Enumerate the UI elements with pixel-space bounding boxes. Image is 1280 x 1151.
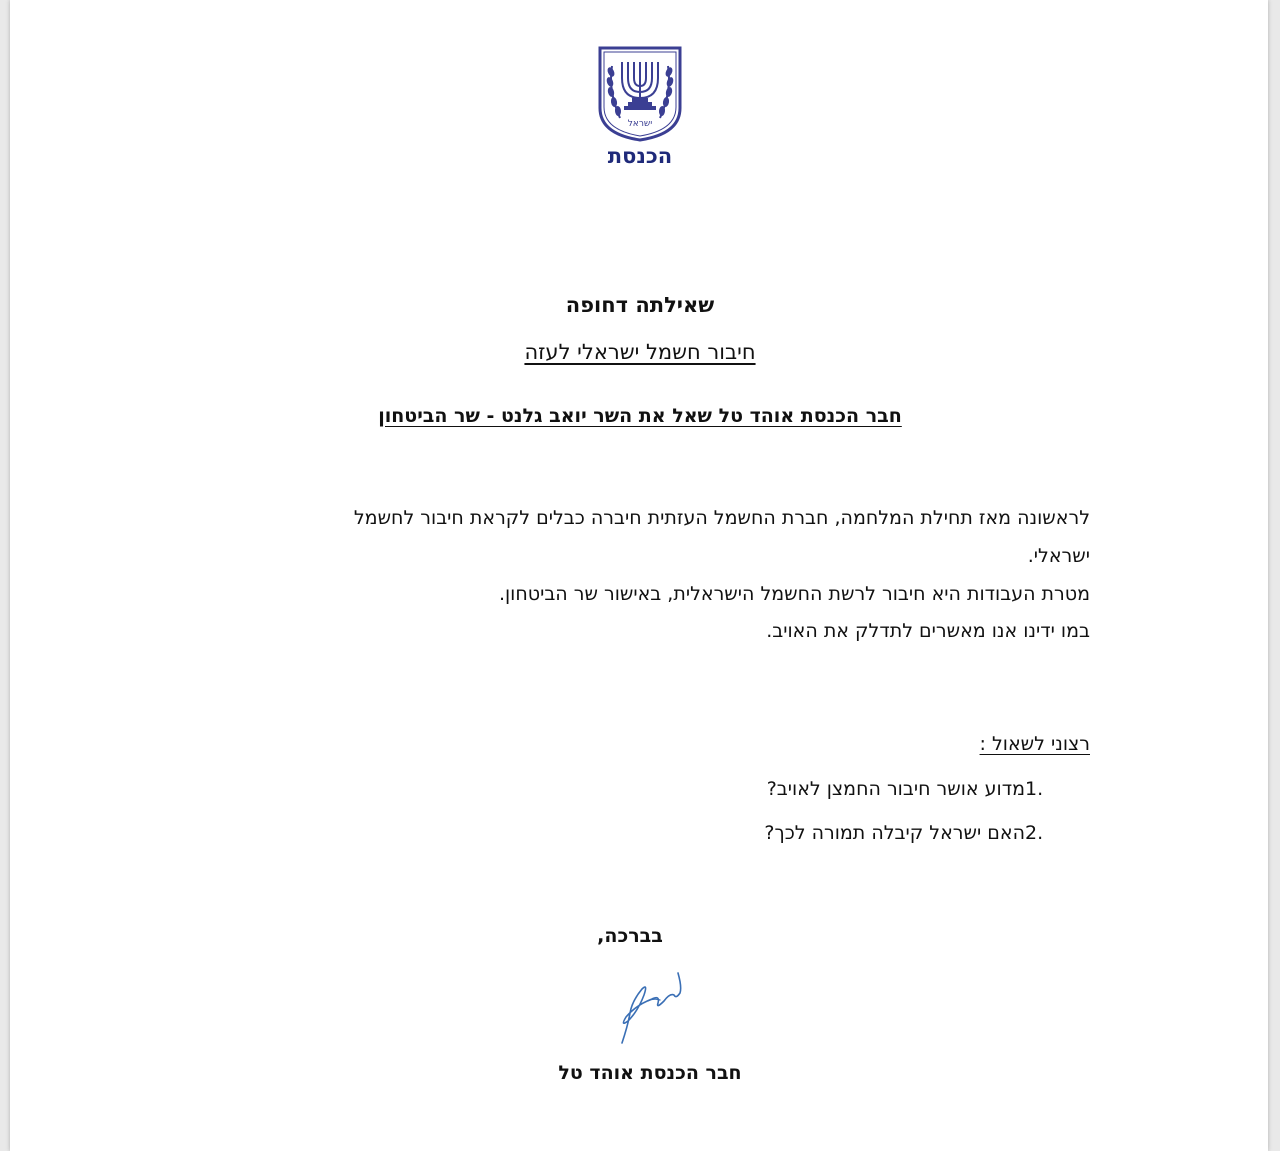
svg-text:ישראל: ישראל: [627, 119, 653, 129]
document-subject-text: חיבור חשמל ישראלי לעזה: [524, 340, 756, 364]
knesset-emblem-icon: [598, 46, 682, 142]
closing-greeting: בברכה,: [597, 925, 663, 947]
question-number-2: 2.: [1025, 822, 1044, 844]
knesset-caption: הכנסת: [607, 144, 673, 168]
questions-label: [980, 733, 1090, 755]
questions-label-text: רצוני לשאול :: [979, 733, 1090, 755]
question-1: מדוע אושר חיבור החמצן לאויב?: [766, 778, 1025, 800]
signature-icon: [608, 965, 688, 1047]
asker-line-text: חבר הכנסת אוהד טל שאל את השר יואב גלנט - שר הביטחון: [378, 405, 902, 427]
body-line-2: ישראלי.: [1027, 545, 1090, 567]
body-line-1: לראשונה מאז תחילת המלחמה, חברת החשמל העזתית חיברה כבלים לקראת חיבור לחשמל: [353, 507, 1090, 529]
document-title: שאילתה דחופה: [565, 293, 715, 317]
signer-name: חבר הכנסת אוהד טל: [558, 1062, 742, 1084]
asker-line: [310, 405, 970, 427]
document-page: [10, 0, 1268, 1151]
question-number-1: 1.: [1025, 778, 1044, 800]
body-line-3: מטרת העבודות היא חיבור לרשת החשמל הישראלית, באישור שר הביטחון.: [498, 583, 1090, 605]
body-line-4: במו ידינו אנו מאשרים לתדלק את האויב.: [766, 620, 1090, 642]
document-subject: [350, 340, 930, 364]
question-2: האם ישראל קיבלה תמורה לכך?: [764, 822, 1025, 844]
